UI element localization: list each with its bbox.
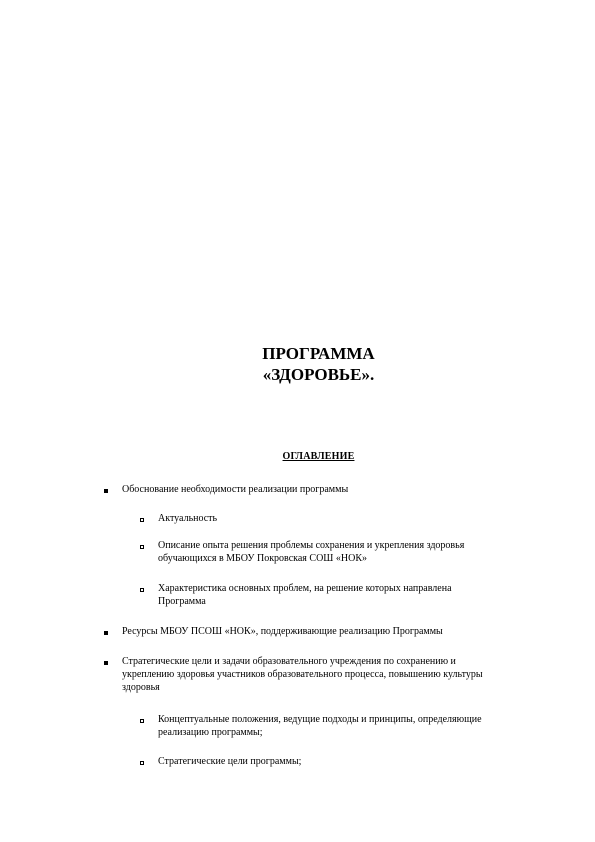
- hollow-bullet-icon: [140, 545, 144, 549]
- toc-subitem-label-line: Концептуальные положения, ведущие подходы и принципы, определяющие: [158, 714, 482, 725]
- toc-item: [122, 625, 443, 638]
- toc-item-label-line: здоровья: [122, 682, 160, 693]
- toc-heading: ОГЛАВЛЕНИЕ: [282, 451, 355, 462]
- toc-subitem-label-line: реализацию программы;: [158, 727, 263, 738]
- square-bullet-icon: [104, 631, 108, 635]
- title-line-2: «ЗДОРОВЬЕ».: [262, 365, 375, 384]
- toc-subitem: [158, 539, 464, 565]
- toc-subitem-label-line: обучающихся в МБОУ Покровская СОШ «НОК»: [158, 553, 367, 564]
- toc-subitem: [158, 582, 452, 608]
- toc-item-label-line: укреплению здоровья участников образовательного процесса, повышению культуры: [122, 669, 483, 680]
- hollow-bullet-icon: [140, 761, 144, 765]
- document-title: [0, 343, 595, 385]
- toc-item-label: Ресурсы МБОУ ПСОШ «НОК», поддерживающие реализацию Программы: [122, 626, 443, 637]
- hollow-bullet-icon: [140, 719, 144, 723]
- toc-subitem-label-line: Описание опыта решения проблемы сохранения и укрепления здоровья: [158, 540, 465, 551]
- toc-subitem: [158, 713, 482, 739]
- toc-item-label: Обоснование необходимости реализации программы: [122, 484, 349, 495]
- toc-subitem: [158, 755, 301, 768]
- toc-subitem-label-line: Программа: [158, 596, 206, 607]
- square-bullet-icon: [104, 661, 108, 665]
- toc-subitem-label: Стратегические цели программы;: [158, 756, 302, 767]
- toc-item-label-line: Стратегические цели и задачи образовательного учреждения по сохранению и: [122, 656, 456, 667]
- square-bullet-icon: [104, 489, 108, 493]
- toc-item: [122, 483, 348, 496]
- toc-subitem: [158, 512, 217, 525]
- title-line-1: ПРОГРАММА: [262, 344, 375, 363]
- toc-subitem-label: Актуальность: [158, 513, 218, 524]
- hollow-bullet-icon: [140, 588, 144, 592]
- hollow-bullet-icon: [140, 518, 144, 522]
- toc-item: [122, 655, 483, 694]
- toc-subitem-label-line: Характеристика основных проблем, на решение которых направлена: [158, 583, 452, 594]
